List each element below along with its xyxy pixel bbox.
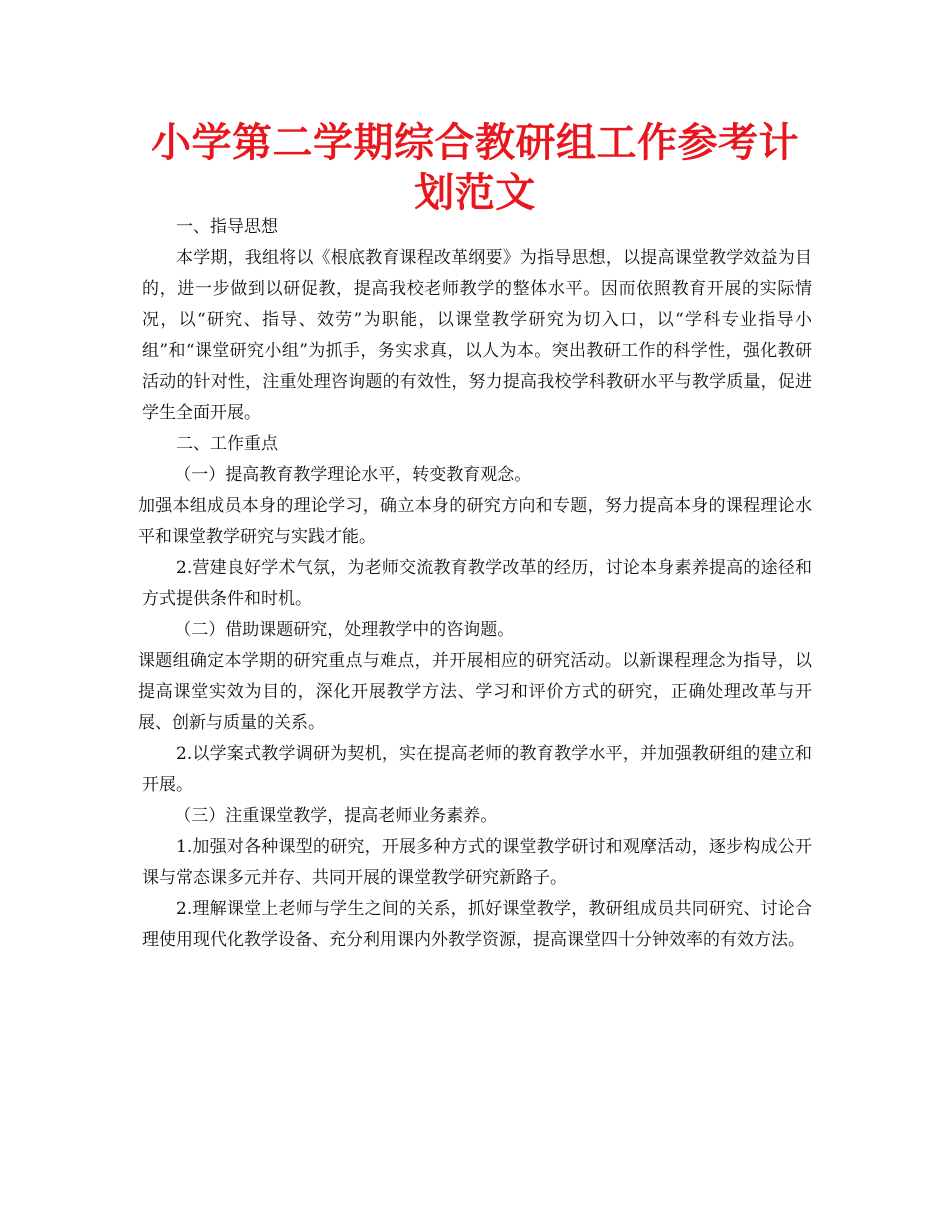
subheading-theory-level: （一）提高教育教学理论水平，转变教育观念。 [174, 465, 532, 485]
subheading-classroom-teaching: （三）注重课堂教学，提高老师业务素养。 [174, 806, 498, 826]
section-heading-guiding-ideology: 一、指导思想 [176, 217, 278, 237]
paragraph-research-focus: 课题组确定本学期的研究重点与难点，并开展相应的研究活动。以新课程理念为指导，以提高课堂实效为目的，深化开展教学方法、学习和评价方式的研究，正确处理改革与开展、创新与质量的关系。 [138, 651, 812, 733]
paragraph-case-teaching: 2.以学案式教学调研为契机，实在提高老师的教育教学水平，并加强教研组的建立和开展。 [142, 744, 812, 795]
paragraph-lesson-types: 1.加强对各种课型的研究，开展多种方式的课堂教学研讨和观摩活动，逐步构成公开课与常态课多元并存、共同开展的课堂教学研究新路子。 [142, 837, 812, 888]
paragraph-theory-study: 加强本组成员本身的理论学习，确立本身的研究方向和专题，努力提高本身的课程理论水平和课堂教学研究与实践才能。 [138, 496, 812, 547]
section-heading-work-focus: 二、工作重点 [176, 434, 278, 454]
paragraph-guiding-ideology: 本学期，我组将以《根底教育课程改革纲要》为指导思想，以提高课堂教学效益为目的，进一步做到以研促教，提高我校老师教学的整体水平。因而依照教育开展的实际情况，以“研究、指导、效劳”为职能，以课堂教学研究为切入口，以“学科专业指导小组”和“课堂研究小组”为抓手，务实求真，以人为本。突出教研工作的科学性，强化教研活动的针对性，注重处理咨询题的有效性，努力提高我校学科教研水平与教学质量，促进学生全面开展。 [142, 248, 812, 423]
subheading-topic-research: （二）借助课题研究，处理教学中的咨询题。 [174, 620, 515, 640]
document-title: 小学第二学期综合教研组工作参考计划范文 [151, 120, 799, 216]
paragraph-academic-atmosphere: 2.营建良好学术气氛，为老师交流教育教学改革的经历，讨论本身素养提高的途径和方式提供条件和时机。 [142, 558, 812, 609]
paragraph-teacher-student: 2.理解课堂上老师与学生之间的关系，抓好课堂教学，教研组成员共同研究、讨论合理使用现代化教学设备、充分利用课内外教学资源，提高课堂四十分钟效率的有效方法。 [142, 899, 812, 950]
document-body [138, 212, 812, 956]
